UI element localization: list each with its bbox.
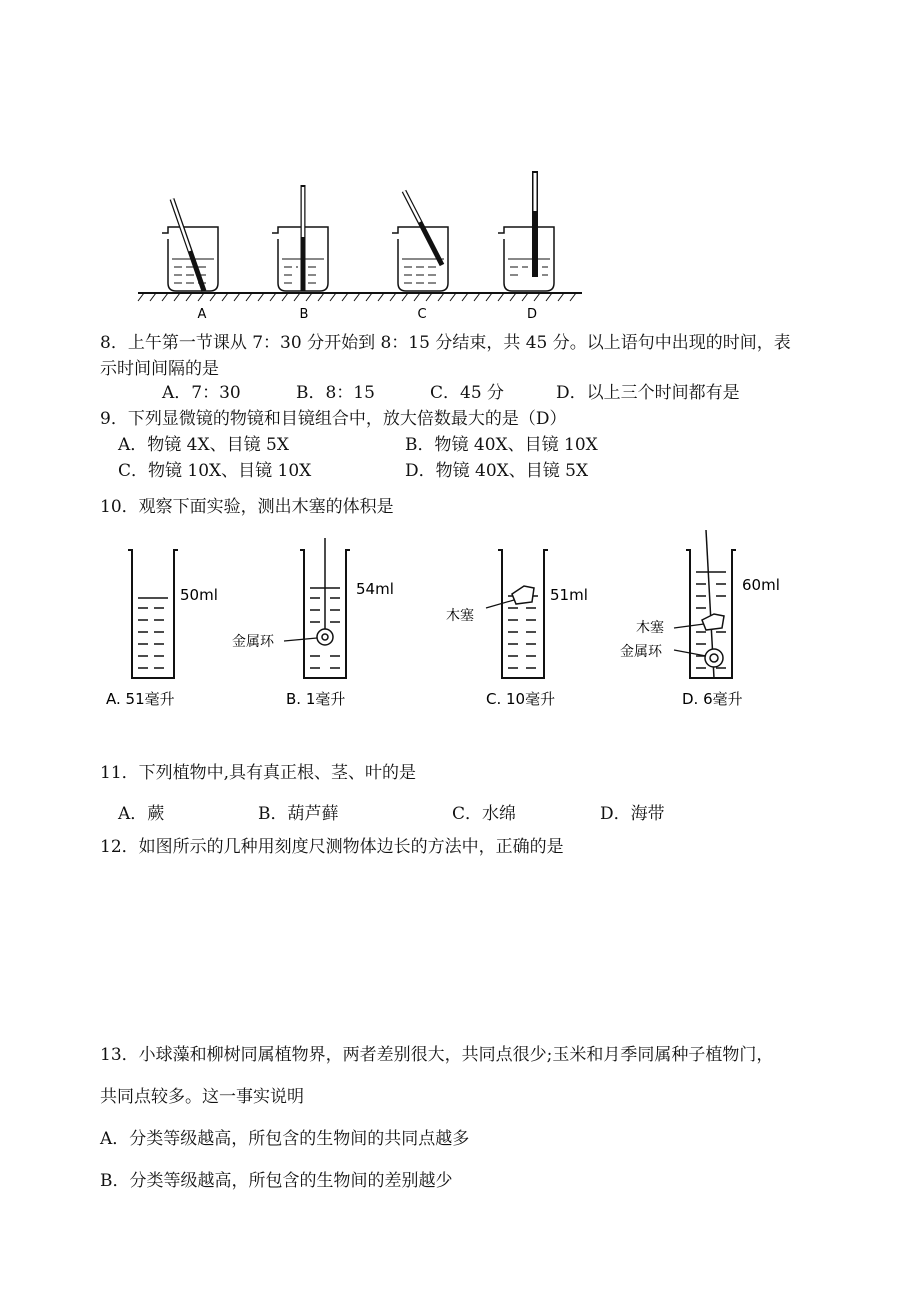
q8-stem-line1: 8．上午第一节课从 7：30 分开始到 8：15 分结束，共 45 分。以上语句中出现的时间，表 xyxy=(100,333,791,353)
cylinder-a-volume: 50ml xyxy=(180,586,218,604)
table-surface xyxy=(138,293,582,301)
q13-stem-line2: 共同点较多。这一事实说明 xyxy=(100,1087,304,1107)
thermometer-c xyxy=(404,191,442,265)
metal-ring-d xyxy=(705,649,723,667)
q8-option-a: A．7：30 xyxy=(162,383,241,403)
q11-option-a: A．蕨 xyxy=(118,804,165,824)
graduated-cylinder-figure xyxy=(100,528,800,718)
q10-option-c: C. 10毫升 xyxy=(486,690,556,708)
thermometer-a xyxy=(172,199,204,291)
q11-stem: 11．下列植物中,具有真正根、茎、叶的是 xyxy=(100,763,417,783)
q11-option-c: C．水绵 xyxy=(452,804,517,824)
q13-option-a: A．分类等级越高，所包含的生物间的共同点越多 xyxy=(100,1129,470,1149)
cylinder-d xyxy=(620,530,780,708)
cylinder-d-volume: 60ml xyxy=(742,576,780,594)
q9-option-d: D．物镜 40X、目镜 5X xyxy=(405,461,589,481)
q8-option-b: B．8：15 xyxy=(296,383,375,403)
beaker-d xyxy=(498,171,554,291)
cylinder-b xyxy=(232,538,394,708)
beaker-label-b: B xyxy=(299,307,309,322)
q10-stem: 10．观察下面实验，测出木塞的体积是 xyxy=(100,497,394,517)
q8-stem-line2: 示时间间隔的是 xyxy=(100,359,219,379)
beaker-label-d: D xyxy=(526,307,538,322)
metal-ring-label-b: 金属环 xyxy=(232,634,274,650)
beaker-label-c: C xyxy=(417,307,427,322)
metal-ring-b xyxy=(317,629,333,645)
q11-option-b: B．葫芦藓 xyxy=(258,804,339,824)
q9-stem: 9．下列显微镜的物镜和目镜组合中，放大倍数最大的是（D） xyxy=(100,409,567,429)
cork-d xyxy=(702,614,724,630)
q9-option-a: A．物镜 4X、目镜 5X xyxy=(118,435,289,455)
cork-c xyxy=(512,586,534,604)
beaker-a xyxy=(162,199,218,291)
cylinder-a xyxy=(106,550,218,708)
q9-option-b: B．物镜 40X、目镜 10X xyxy=(405,435,598,455)
q12-stem: 12．如图所示的几种用刻度尺测物体边长的方法中，正确的是 xyxy=(100,837,564,857)
q8-option-c: C．45 分 xyxy=(430,383,505,403)
q10-option-d: D. 6毫升 xyxy=(682,690,743,708)
cylinder-c xyxy=(446,550,588,708)
cylinder-b-volume: 54ml xyxy=(356,580,394,598)
q11-option-d: D．海带 xyxy=(600,804,665,824)
q10-option-b: B. 1毫升 xyxy=(286,690,346,708)
q9-option-c: C．物镜 10X、目镜 10X xyxy=(118,461,312,481)
q8-option-d: D．以上三个时间都有是 xyxy=(556,383,740,403)
cylinder-c-volume: 51ml xyxy=(550,586,588,604)
beaker-b xyxy=(272,185,328,291)
beaker-c xyxy=(392,191,448,291)
metal-ring-label-d: 金属环 xyxy=(620,644,662,660)
q13-option-b: B．分类等级越高，所包含的生物间的差别越少 xyxy=(100,1171,453,1191)
cork-label-d: 木塞 xyxy=(636,620,664,636)
q13-stem-line1: 13．小球藻和柳树同属植物界，两者差别很大，共同点很少;玉米和月季同属种子植物门， xyxy=(100,1045,774,1065)
q10-option-a: A. 51毫升 xyxy=(106,690,175,708)
beaker-thermometer-figure xyxy=(130,165,600,325)
cork-label-c: 木塞 xyxy=(446,608,474,624)
beaker-label-a: A xyxy=(197,307,207,322)
